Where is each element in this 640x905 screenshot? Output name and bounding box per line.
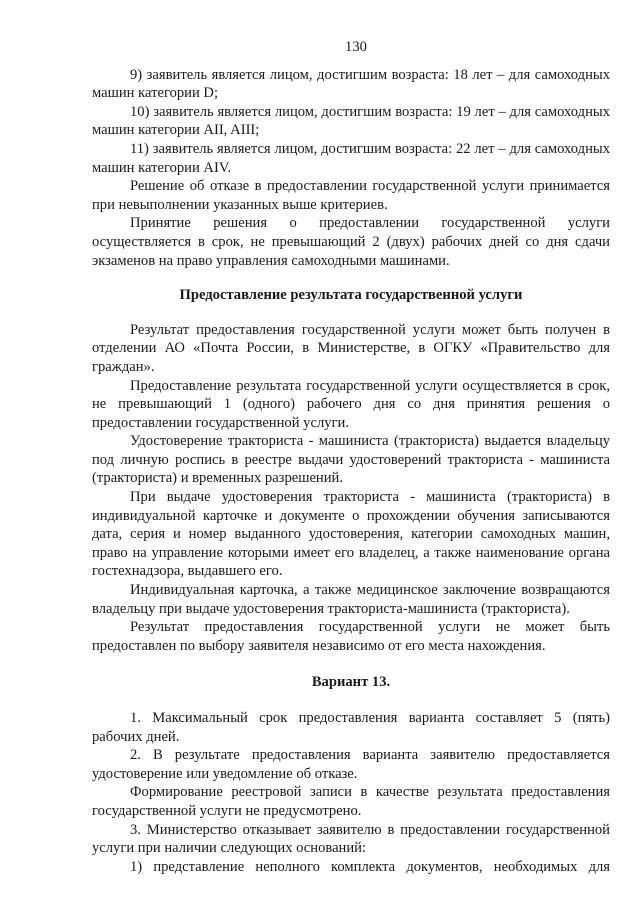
paragraph: Индивидуальная карточка, а также медицинское заключение возвращаются владельцу при выдаче удостоверения тракториста-машиниста (тракториста).	[92, 582, 610, 617]
paragraph: Принятие решения о предоставлении государственной услуги осуществляется в срок, не превышающий 2 (двух) рабочих дней со дня сдачи экзаменов на право управления самоходными машинами.	[92, 215, 610, 269]
variant-heading: Вариант 13.	[311, 674, 391, 691]
paragraph: 3. Министерство отказывает заявителю в предоставлении государственной услуги при наличии следующих оснований:	[92, 821, 610, 857]
paragraph: Решение об отказе в предоставлении государственной услуги принимается при невыполнении указанных выше критериев.	[92, 178, 610, 213]
paragraph: Предоставление результата государственной услуги осуществляется в срок, не превышающий 1 (одного) рабочего дня со дня принятия решения о предоставлении государственной услуги.	[92, 377, 610, 431]
paragraph: 2. В результате предоставления варианта заявителю предоставляется удостоверение или уведомление об отказе.	[92, 747, 610, 782]
paragraph: 1) представление неполного комплекта документов, необходимых для	[130, 858, 610, 875]
paragraph: Формирование реестровой записи в качестве результата предоставления государственной услуги не предусмотрено.	[92, 784, 610, 819]
section-heading: Предоставление результата государственной услуги	[179, 287, 523, 304]
paragraph: При выдаче удостоверения тракториста - машиниста (тракториста) в индивидуальной карточке и документе о прохождении обучения записываются дата, серия и номер выданного удостоверения, категории самоходных машин, право на управление которыми имеет его владелец, а также наименование органа гостехнадзора, выдавшего его.	[92, 489, 610, 580]
page-number: 130	[345, 39, 367, 55]
paragraph: 9) заявитель является лицом, достигшим возраста: 18 лет – для самоходных машин категории D;	[92, 66, 610, 102]
paragraph: 10) заявитель является лицом, достигшим возраста: 19 лет – для самоходных машин категории AII, AIII;	[92, 103, 610, 139]
paragraph: 1. Максимальный срок предоставления варианта составляет 5 (пять) рабочих дней.	[92, 710, 610, 745]
paragraph: 11) заявитель является лицом, достигшим возраста: 22 лет – для самоходных машин категории AIV.	[92, 140, 610, 176]
paragraph: Удостоверение тракториста - машиниста (тракториста) выдается владельцу под личную роспись в реестре выдачи удостоверений тракториста - машиниста (тракториста) и временных разрешений.	[92, 433, 610, 487]
paragraph: Результат предоставления государственной услуги не может быть предоставлен по выбору заявителя независимо от его места нахождения.	[92, 619, 610, 654]
paragraph: Результат предоставления государственной услуги может быть получен в отделении АО «Почта России, в Министерстве, в ОГКУ «Правительство для граждан».	[92, 321, 610, 375]
document-page	[92, 38, 610, 876]
